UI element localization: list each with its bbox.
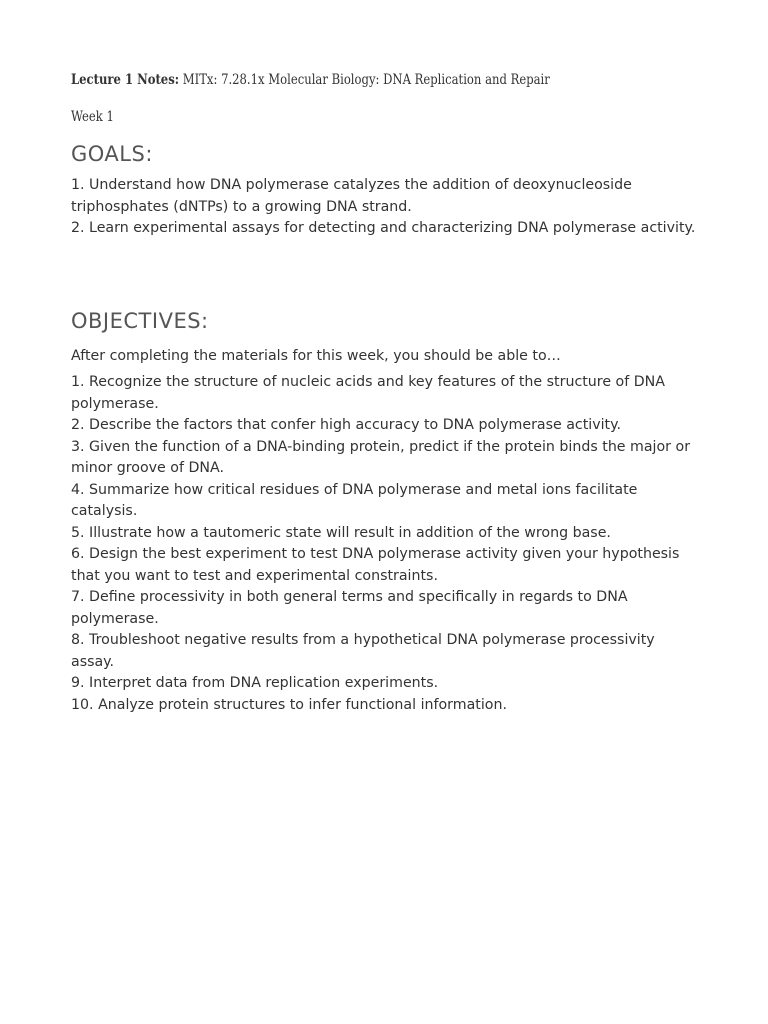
objective-item: 8. Troubleshoot negative results from a hypothetical DNA polymerase processivity assay. — [71, 632, 655, 670]
goal-item: 1. Understand how DNA polymerase catalyzes the addition of deoxynucleoside triphosphates (dNTPs) to a growing DNA strand. — [71, 177, 632, 215]
objective-item: 3. Given the function of a DNA-binding protein, predict if the protein binds the major or minor groove of DNA. — [71, 438, 691, 476]
lecture-label: Lecture 1 Notes: — [71, 72, 180, 88]
objective-item: 5. Illustrate how a tautomeric state will result in addition of the wrong base. — [71, 524, 611, 541]
objectives-list — [71, 372, 701, 716]
week-label: Week 1 — [71, 109, 114, 125]
objective-item: 1. Recognize the structure of nucleic acids and key features of the structure of DNA polymerase. — [71, 374, 665, 412]
goals-heading: GOALS: — [71, 142, 153, 166]
objectives-heading: OBJECTIVES: — [71, 309, 209, 333]
objectives-intro: After completing the materials for this week, you should be able to… — [71, 348, 561, 364]
objective-item: 7. Define processivity in both general terms and specifically in regards to DNA polymerase. — [71, 589, 628, 627]
objective-item: 4. Summarize how critical residues of DNA polymerase and metal ions facilitate catalysis. — [71, 481, 638, 519]
goals-list — [71, 175, 701, 240]
objective-item: 6. Design the best experiment to test DNA polymerase activity given your hypothesis that you want to test and experimental constraints. — [71, 546, 680, 584]
objective-item: 10. Analyze protein structures to infer functional information. — [71, 696, 507, 713]
goal-item: 2. Learn experimental assays for detecting and characterizing DNA polymerase activity. — [71, 220, 696, 236]
course-title: MITx: 7.28.1x Molecular Biology: DNA Replication and Repair — [182, 72, 550, 88]
lecture-header — [71, 72, 550, 88]
objective-item: 9. Interpret data from DNA replication experiments. — [71, 675, 439, 691]
objective-item: 2. Describe the factors that confer high accuracy to DNA polymerase activity. — [71, 417, 622, 433]
